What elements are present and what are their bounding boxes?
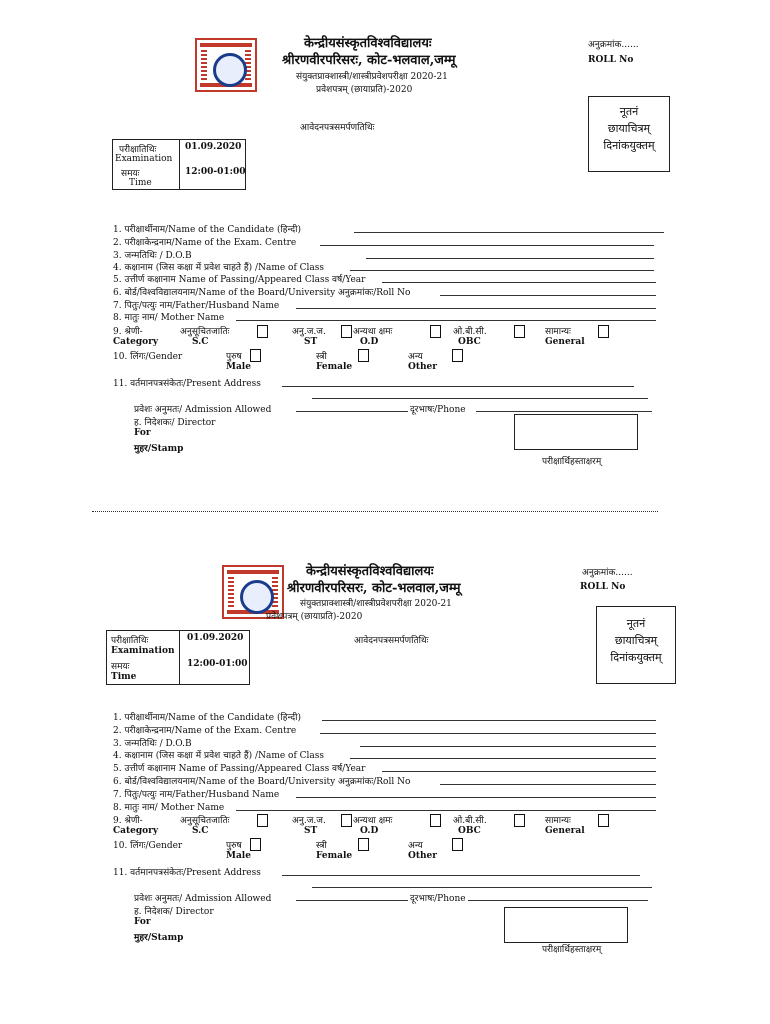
category-label: 9. श्रेणी-	[113, 816, 143, 826]
od-checkbox[interactable]	[430, 814, 441, 827]
passing-class-line[interactable]	[382, 282, 656, 283]
category-label-en: Category	[113, 826, 159, 836]
other-checkbox[interactable]	[452, 349, 463, 362]
category-general-en: General	[545, 337, 585, 347]
sc-checkbox[interactable]	[257, 814, 268, 827]
field-class: 4. कक्षानाम (जिस कक्षा में प्रवेश चाहते हैं) /Name of Class	[113, 751, 325, 761]
signature-box[interactable]	[504, 907, 628, 943]
general-checkbox[interactable]	[598, 325, 609, 338]
exam-title: संयुक्तप्राक्शास्त्री/शास्त्रीप्रवेशपरीक्षा 2020-21	[296, 72, 448, 82]
gender-male-en: Male	[226, 362, 251, 372]
category-obc-en: OBC	[458, 826, 481, 836]
category-sc: अनुसूचितजातिः	[180, 816, 230, 826]
candidate-name-line[interactable]	[322, 720, 656, 721]
general-checkbox[interactable]	[598, 814, 609, 827]
obc-checkbox[interactable]	[514, 814, 525, 827]
category-sc: अनुसूचितजातिः	[180, 327, 230, 337]
st-checkbox[interactable]	[341, 325, 352, 338]
father-name-line[interactable]	[296, 308, 656, 309]
gender-female: स्त्री	[316, 352, 327, 362]
roll-no-label: ROLL No	[588, 55, 634, 65]
phone-label: दूरभाषः/Phone	[410, 405, 466, 415]
field-candidate-name: 1. परीक्षार्थीनाम/Name of the Candidate (हिन्दी)	[113, 225, 301, 235]
field-exam-centre: 2. परीक्षाकेन्द्रनाम/Name of the Exam. Centre	[113, 238, 297, 248]
category-st: अनु.ज.ज.	[292, 816, 326, 826]
signature-box[interactable]	[514, 414, 638, 450]
phone-line[interactable]	[476, 411, 652, 412]
category-general: सामान्यः	[545, 816, 571, 826]
admission-allowed: प्रवेशः अनुमतः/ Admission Allowed	[134, 405, 272, 415]
gender-other: अन्य	[408, 841, 423, 851]
exam-centre-line[interactable]	[320, 733, 656, 734]
exam-date-value: 01.09.2020	[185, 142, 242, 152]
category-od-en: O.D	[360, 826, 379, 836]
photo-text: दिनांकयुक्तम्	[610, 651, 662, 664]
category-general-en: General	[545, 826, 585, 836]
field-father-name: 7. पितुः/पत्युः नाम/Father/Husband Name	[113, 790, 280, 800]
od-checkbox[interactable]	[430, 325, 441, 338]
category-od: अन्यथा क्षमः	[353, 327, 393, 337]
application-date-label: आवेदनपत्रसमर्पणतिथिः	[354, 636, 429, 646]
university-name: केन्द्रीयसंस्कृतविश्वविद्यालयः	[306, 564, 434, 579]
candidate-signature-label: परीक्षार्थिहस्ताक्षरम्	[542, 945, 602, 955]
exam-date-value: 01.09.2020	[187, 633, 244, 643]
gender-female-en: Female	[316, 362, 353, 372]
exam-centre-line[interactable]	[320, 245, 654, 246]
exam-time-label: समयः	[111, 662, 130, 672]
university-logo	[195, 38, 257, 92]
exam-date-label: परीक्षातिथिः	[119, 145, 157, 155]
campus-name: श्रीरणवीरपरिसरः, कोट-भलवाल,जम्मू	[282, 53, 456, 68]
address-line-2[interactable]	[312, 398, 648, 399]
exam-date-label-en: Examination	[111, 646, 175, 656]
field-board: 6. बोर्ड/विश्वविद्यालयनाम/Name of the Board/University अनुक्रमांकः/Roll No	[113, 777, 411, 787]
dob-line[interactable]	[366, 258, 654, 259]
class-line[interactable]	[350, 270, 654, 271]
director-label: ह. निदेशकः/ Director	[134, 418, 216, 428]
exam-date-label-en: Examination	[115, 154, 173, 164]
board-line[interactable]	[440, 295, 656, 296]
male-checkbox[interactable]	[250, 838, 261, 851]
exam-schedule-table	[112, 139, 246, 190]
field-passing-class: 5. उत्तीर्ण कक्षानाम Name of Passing/Appeared Class वर्ष/Year	[113, 275, 366, 285]
admission-allowed: प्रवेशः अनुमतः/ Admission Allowed	[134, 894, 272, 904]
admission-line[interactable]	[296, 900, 408, 901]
for-label: For	[134, 428, 151, 438]
category-label-en: Category	[113, 337, 159, 347]
gender-other-en: Other	[408, 362, 438, 372]
photo-text: दिनांकयुक्तम्	[603, 139, 655, 152]
gender-other-en: Other	[408, 851, 438, 861]
female-checkbox[interactable]	[358, 838, 369, 851]
field-class: 4. कक्षानाम (जिस कक्षा में प्रवेश चाहते हैं) /Name of Class	[113, 263, 325, 273]
admission-line[interactable]	[296, 411, 408, 412]
address-line-2[interactable]	[312, 887, 652, 888]
field-passing-class: 5. उत्तीर्ण कक्षानाम Name of Passing/Appeared Class वर्ष/Year	[113, 764, 366, 774]
photo-text: छायाचित्रम्	[607, 122, 651, 135]
exam-time-label-en: Time	[129, 178, 152, 188]
university-name: केन्द्रीयसंस्कृतविश्वविद्यालयः	[304, 36, 432, 51]
cut-line-divider	[92, 511, 658, 512]
serial-label: अनुक्रमांक......	[588, 40, 639, 50]
photo-box	[596, 606, 676, 684]
field-father-name: 7. पितुः/पत्युः नाम/Father/Husband Name	[113, 301, 280, 311]
category-od-en: O.D	[360, 337, 379, 347]
category-st-en: ST	[304, 337, 318, 347]
gender-male: पुरुष	[226, 841, 242, 851]
category-sc-en: S.C	[192, 826, 209, 836]
stamp-label: मुहर/Stamp	[134, 933, 184, 943]
photo-text: छायाचित्रम्	[614, 634, 658, 647]
female-checkbox[interactable]	[358, 349, 369, 362]
other-checkbox[interactable]	[452, 838, 463, 851]
gender-female-en: Female	[316, 851, 353, 861]
field-dob: 3. जन्मतिथिः / D.O.B	[113, 739, 192, 749]
gender-female: स्त्री	[316, 841, 327, 851]
class-line[interactable]	[350, 758, 656, 759]
board-line[interactable]	[440, 784, 656, 785]
father-name-line[interactable]	[296, 797, 656, 798]
exam-date-label: परीक्षातिथिः	[111, 636, 149, 646]
candidate-name-line[interactable]	[354, 232, 664, 233]
stamp-label: मुहर/Stamp	[134, 444, 184, 454]
for-label: For	[134, 917, 151, 927]
field-mother-name: 8. मातुः नाम/ Mother Name	[113, 313, 225, 323]
passing-class-line[interactable]	[382, 771, 656, 772]
mother-name-line[interactable]	[236, 810, 656, 811]
field-mother-name: 8. मातुः नाम/ Mother Name	[113, 803, 225, 813]
field-dob: 3. जन्मतिथिः / D.O.B	[113, 251, 192, 261]
field-candidate-name: 1. परीक्षार्थीनाम/Name of the Candidate (हिन्दी)	[113, 713, 301, 723]
exam-time-label-en: Time	[111, 672, 137, 682]
admit-card-title: प्रवेशपत्रम् (छायाप्रति)-2020	[316, 85, 413, 95]
gender-male: पुरुष	[226, 352, 242, 362]
field-exam-centre: 2. परीक्षाकेन्द्रनाम/Name of the Exam. Centre	[113, 726, 297, 736]
admit-card-title: प्रवेशपत्रम् (छायाप्रति)-2020	[266, 612, 363, 622]
category-obc: ओ.बी.सी.	[453, 816, 487, 826]
gender-male-en: Male	[226, 851, 251, 861]
male-checkbox[interactable]	[250, 349, 261, 362]
category-sc-en: S.C	[192, 337, 209, 347]
address-line-1[interactable]	[282, 875, 640, 876]
category-obc-en: OBC	[458, 337, 481, 347]
serial-label: अनुक्रमांक......	[582, 568, 633, 578]
field-board: 6. बोर्ड/विश्वविद्यालयनाम/Name of the Board/University अनुक्रमांकः/Roll No	[113, 288, 411, 298]
gender-label: 10. लिंगः/Gender	[113, 352, 183, 362]
exam-time-value: 12:00-01:00	[187, 659, 248, 669]
category-label: 9. श्रेणी-	[113, 327, 143, 337]
st-checkbox[interactable]	[341, 814, 352, 827]
category-st-en: ST	[304, 826, 318, 836]
dob-line[interactable]	[360, 746, 656, 747]
director-label: ह. निदेशक/ Director	[134, 907, 214, 917]
gender-label: 10. लिंगः/Gender	[113, 841, 183, 851]
field-address: 11. वर्तमानपत्रसंकेतः/Present Address	[113, 379, 261, 389]
exam-schedule-table	[106, 630, 250, 685]
gender-other: अन्य	[408, 352, 423, 362]
obc-checkbox[interactable]	[514, 325, 525, 338]
mother-name-line[interactable]	[236, 320, 656, 321]
category-od: अन्यथा क्षमः	[353, 816, 393, 826]
photo-box	[588, 96, 670, 172]
sc-checkbox[interactable]	[257, 325, 268, 338]
category-general: सामान्यः	[545, 327, 571, 337]
phone-line[interactable]	[468, 900, 648, 901]
phone-label: दूरभाषः/Phone	[410, 894, 466, 904]
campus-name: श्रीरणवीरपरिसरः, कोट-भलवाल,जम्मू	[287, 581, 461, 596]
address-line-1[interactable]	[282, 386, 634, 387]
exam-title: संयुक्तप्राक्शास्त्री/शास्त्रीप्रवेशपरीक्षा 2020-21	[300, 599, 452, 609]
candidate-signature-label: परीक्षार्थिहस्ताक्षरम्	[542, 457, 602, 467]
category-st: अनु.ज.ज.	[292, 327, 326, 337]
exam-time-value: 12:00-01:00	[185, 167, 246, 177]
photo-text: नूतनं	[619, 105, 639, 118]
category-obc: ओ.बी.सी.	[453, 327, 487, 337]
application-date-label: आवेदनपत्रसमर्पणतिथिः	[300, 123, 375, 133]
roll-no-label: ROLL No	[580, 582, 626, 592]
photo-text: नूतनं	[626, 617, 646, 630]
field-address: 11. वर्तमानपत्रसंकेतः/Present Address	[113, 868, 261, 878]
exam-time-label: समयः	[121, 169, 140, 179]
